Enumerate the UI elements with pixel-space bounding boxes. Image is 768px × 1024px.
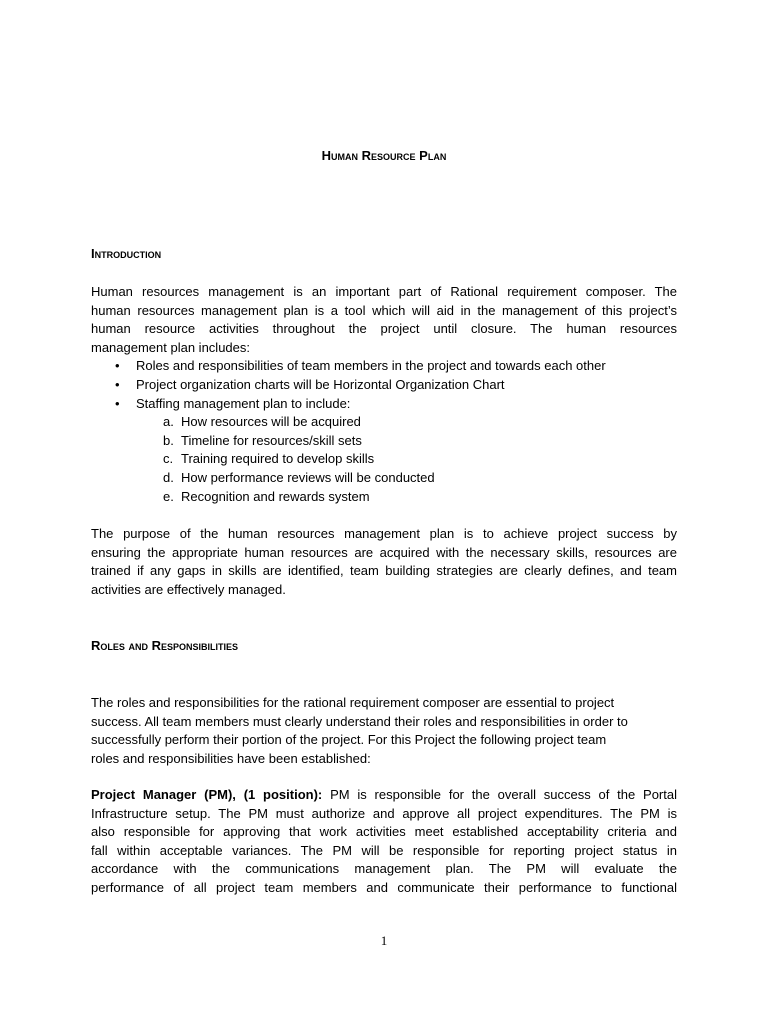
pm-label: Project Manager (PM), (1 position): <box>91 787 323 802</box>
text-line: ensuring the appropriate human resources are acquired with the necessary skills, resources are <box>91 544 677 560</box>
heading-introduction: Introduction <box>91 246 162 261</box>
sub-item <box>91 432 677 451</box>
text-line: Human resources management is an important part of Rational requirement composer. The <box>91 284 677 299</box>
sub-marker: d. <box>163 469 174 485</box>
intro-paragraph <box>91 283 677 506</box>
sub-text: How resources will be acquired <box>181 414 361 430</box>
text-line: management plan includes: <box>91 339 250 355</box>
bullet-item: • Staffing management plan to include: <box>91 395 677 414</box>
text-line: roles and responsibilities have been established: <box>91 750 371 766</box>
sub-marker: c. <box>163 451 174 467</box>
text-line: also responsible for approving that work activities meet established acceptability criteria and <box>91 824 677 840</box>
text-line: activities are effectively managed. <box>91 581 286 597</box>
text-line: The purpose of the human resources management plan is to achieve project success by <box>91 526 677 541</box>
text-line: successfully perform their portion of the project. For this Project the following project team <box>91 732 607 748</box>
page-number: 1 <box>380 933 388 948</box>
text-line: accordance with the communications management plan. The PM will evaluate the <box>91 861 677 877</box>
heading-roles: Roles and Responsibilities <box>91 638 239 653</box>
pm-paragraph <box>91 786 677 898</box>
sub-marker: e. <box>163 488 174 504</box>
text-line: Infrastructure setup. The PM must authorize and approve all project expenditures. The PM is <box>91 805 677 821</box>
text-line: The roles and responsibilities for the rational requirement composer are essential to project <box>91 695 615 710</box>
purpose-paragraph <box>91 525 677 599</box>
sub-item <box>91 450 677 469</box>
sub-text: Timeline for resources/skill sets <box>181 432 362 448</box>
pm-text: PM is responsible for the overall success of the Portal <box>322 787 677 802</box>
roles-paragraph <box>91 694 677 768</box>
text-line: human resources management plan is a tool which will aid in the management of this project’s <box>91 302 677 318</box>
text-line: performance of all project team members and communicate their performance to functional <box>91 879 677 895</box>
bullet-item: • Project organization charts will be Horizontal Organization Chart <box>91 376 677 395</box>
text-line: trained if any gaps in skills are identified, team building strategies are clearly defines, and team <box>91 563 677 579</box>
text-line <box>91 786 677 805</box>
sub-marker: b. <box>163 432 174 448</box>
text-line: fall within acceptable variances. The PM will be responsible for reporting project status in <box>91 842 677 858</box>
sub-text: How performance reviews will be conducted <box>181 469 435 485</box>
text-line: human resource activities throughout the project until closure. The human resources <box>91 321 677 337</box>
sub-item <box>91 413 677 432</box>
sub-marker: a. <box>163 414 174 430</box>
sub-text: Training required to develop skills <box>181 451 375 467</box>
sub-item <box>91 469 677 488</box>
bullet-item: • Roles and responsibilities of team members in the project and towards each other <box>91 357 677 376</box>
document-title: Human Resource Plan <box>321 148 447 163</box>
sub-item <box>91 488 677 507</box>
text-line: success. All team members must clearly understand their roles and responsibilities in order to <box>91 713 628 729</box>
sub-text: Recognition and rewards system <box>181 488 370 504</box>
